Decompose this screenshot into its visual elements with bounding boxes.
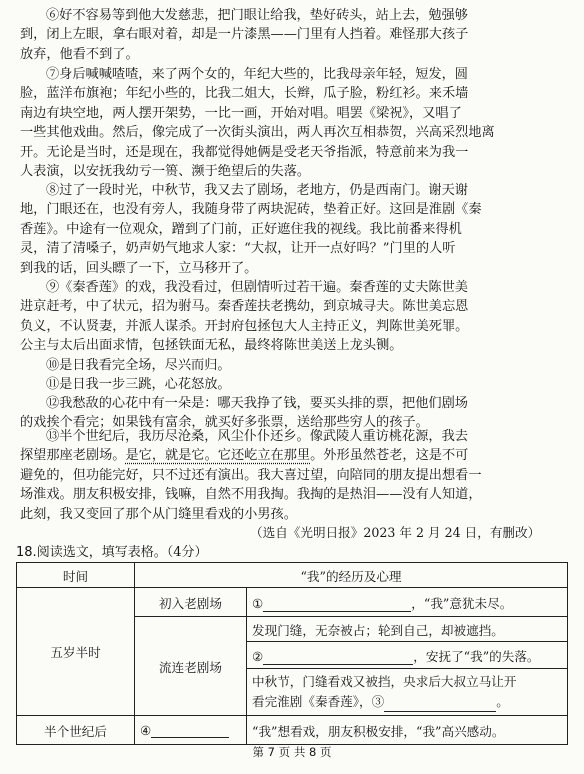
text-line: 到，闭上左眼，拿右眼对着，却是一片漆黑——门里有人挡着。难怪那大孩子 [20, 27, 469, 43]
paragraph-7 [20, 65, 566, 181]
table-row [17, 588, 568, 617]
text-line: 负义，不认贤妻，并派人谋杀。开封府包拯包大人主持正义，判陈世美死罪。 [20, 318, 469, 334]
answer-text: 中秋节，门缝看戏又被挡，央求后大叔立马让开 [252, 674, 517, 689]
text-line: 南边有块空地，两人摆开架势，一比一画，开始对唱。唱罢《梁祝》，又唱了 [20, 105, 462, 121]
text-line: 公主与太后出面求情，包拯铁面无私，最终将陈世美送上龙头铡。 [20, 338, 403, 354]
answer-cell-4 [135, 716, 247, 745]
text-line: ⑦身后喊喊喳喳，来了两个女的，年纪大些的，比我母亲年轻，短发，圆 [46, 67, 468, 82]
blank-label: ② [252, 648, 264, 664]
answer-blank-4[interactable] [151, 724, 229, 738]
answer-blank-2[interactable] [263, 651, 413, 665]
text-line: ⑥好不容易等到他大发慈悲，把门眼让给我，垫好砖头，站上去，勉强够 [46, 8, 468, 23]
answer-blank-3[interactable] [384, 698, 496, 712]
text-line: ⑧过了一段时光，中秋节，我又去了剧场，老地方，仍是西南门。谢天谢 [46, 183, 468, 198]
answer-text: ，“我”意犹未尽。 [411, 595, 513, 611]
text-line: 开。无论是当时，还是现在，我都觉得她俩是受老天爷指派，特意前来为我一 [20, 144, 469, 160]
blank-label: ① [252, 595, 264, 611]
text-line: 场淮戏。朋友积极安排，钱嘛，自然不用我掏。我掏的是热泪——没有人知道， [20, 487, 482, 503]
page-footer: 第 7 页 共 8 页 [252, 745, 332, 759]
text-line: 灵，清了清嗓子，奶声奶气地求人家：“大叔，让开一点好吗？”门里的人听 [20, 241, 456, 257]
paragraph-9 [20, 278, 566, 356]
blank-label: ④ [140, 722, 152, 738]
text-line: 到我的话，回头瞟了一下，立马移开了。 [20, 260, 258, 276]
question-18 [16, 541, 207, 560]
text-line: 避免的，但功能完好，只不过还有演出。我大喜过望，向陪同的朋友提出想看一 [20, 467, 482, 483]
text-line: 脸，蓝洋布旗袍；年纪小些的，比我二姐大，长辫，瓜子脸，粉红衫。来禾墙 [20, 86, 469, 102]
answer-cell-1 [247, 588, 568, 617]
header-time: 时间 [17, 563, 135, 588]
text-line: 地，门眼还在，也没有旁人，我随身带了两块泥砖，垫着正好。这回是淮剧《秦 [20, 202, 482, 218]
text-line: 放弃，他看不到了。 [20, 46, 139, 62]
time-cell-later: 半个世纪后 [17, 716, 135, 745]
header-experience: “我”的经历及心理 [135, 563, 568, 588]
answer-cell-2 [247, 642, 568, 669]
text-line: 此刻，我又变回了那个从门缝里看戏的小男孩。 [20, 506, 297, 522]
table-row [17, 716, 568, 745]
answer-blank-1[interactable] [263, 598, 411, 612]
question-text: 阅读选文，填写表格。（4分） [36, 545, 208, 560]
event-cell-lingering: 流连老剧场 [135, 617, 247, 716]
text-line: 的戏挨个看完；如果钱有富余，就买好多张票，送给那些穷人的孩子。 [20, 415, 429, 431]
paragraph-13 [20, 427, 566, 524]
answer-cell-text: 发现门缝，无奈被占；轮到自己，却被遮挡。 [247, 617, 568, 642]
answer-text: ，安抚了“我”的失落。 [413, 648, 540, 664]
paragraph-6 [20, 6, 566, 64]
answer-cell-text: “我”想看戏，朋友积极安排，“我”高兴感动。 [247, 716, 568, 745]
text-line: ⑪是日我一步三跳，心花怒放。 [46, 377, 231, 392]
answer-cell-3 [247, 669, 568, 716]
event-cell-first-visit: 初入老剧场 [135, 588, 247, 617]
table-header-row [17, 563, 568, 588]
text-line [20, 446, 566, 465]
text-line: ⑩是日我看完全场，尽兴而归。 [46, 358, 231, 373]
text-line: 香莲》。中途有一位观众，蹭到了门前，正好遮住我的视线。我比前番来得机 [20, 221, 462, 237]
text-line: 人表演，以安抚我幼亏一篑、濒于绝望后的失落。 [20, 164, 311, 180]
paragraph-8 [20, 181, 566, 278]
question-number: 18. [16, 545, 37, 560]
answer-text: 。 [496, 694, 509, 709]
time-cell-childhood: 五岁半时 [17, 588, 135, 716]
text-line: ⑬半个世纪后，我历尽沧桑，风尘仆仆还乡。像武陵人重访桃花源，我去 [46, 429, 468, 444]
text-line: 进京赶考，中了状元，招为驸马。秦香莲扶老携幼，到京城寻夫。陈世美忘恩 [20, 299, 469, 315]
dotted-underline-phrase: 是它，就是它。它还屹立在那里 [125, 448, 311, 464]
text-line: ⑨《秦香莲》的戏，我没看过，但剧情听过若干遍。秦香莲的丈夫陈世美 [46, 280, 468, 295]
text-segment: 。外形虽然苍老，这是不可 [310, 448, 469, 464]
answer-text: 看完淮剧《秦香莲》，③ [252, 694, 385, 709]
source-citation: （选自《光明日报》2023 年 2 月 24 日，有删改） [250, 525, 541, 540]
paragraph-11 [20, 375, 566, 394]
text-line: 一些其他戏曲。然后，像完成了一次街头演出，两人再次互相恭贺，兴高采烈地离 [20, 125, 495, 141]
answer-table [16, 562, 568, 745]
text-segment: 探望那座老剧场。 [20, 448, 126, 464]
paragraph-10 [20, 356, 566, 375]
text-line: ⑫我愁敌的心花中有一朵是：哪天我挣了钱，要买头排的票，把他们剧场 [46, 396, 468, 411]
